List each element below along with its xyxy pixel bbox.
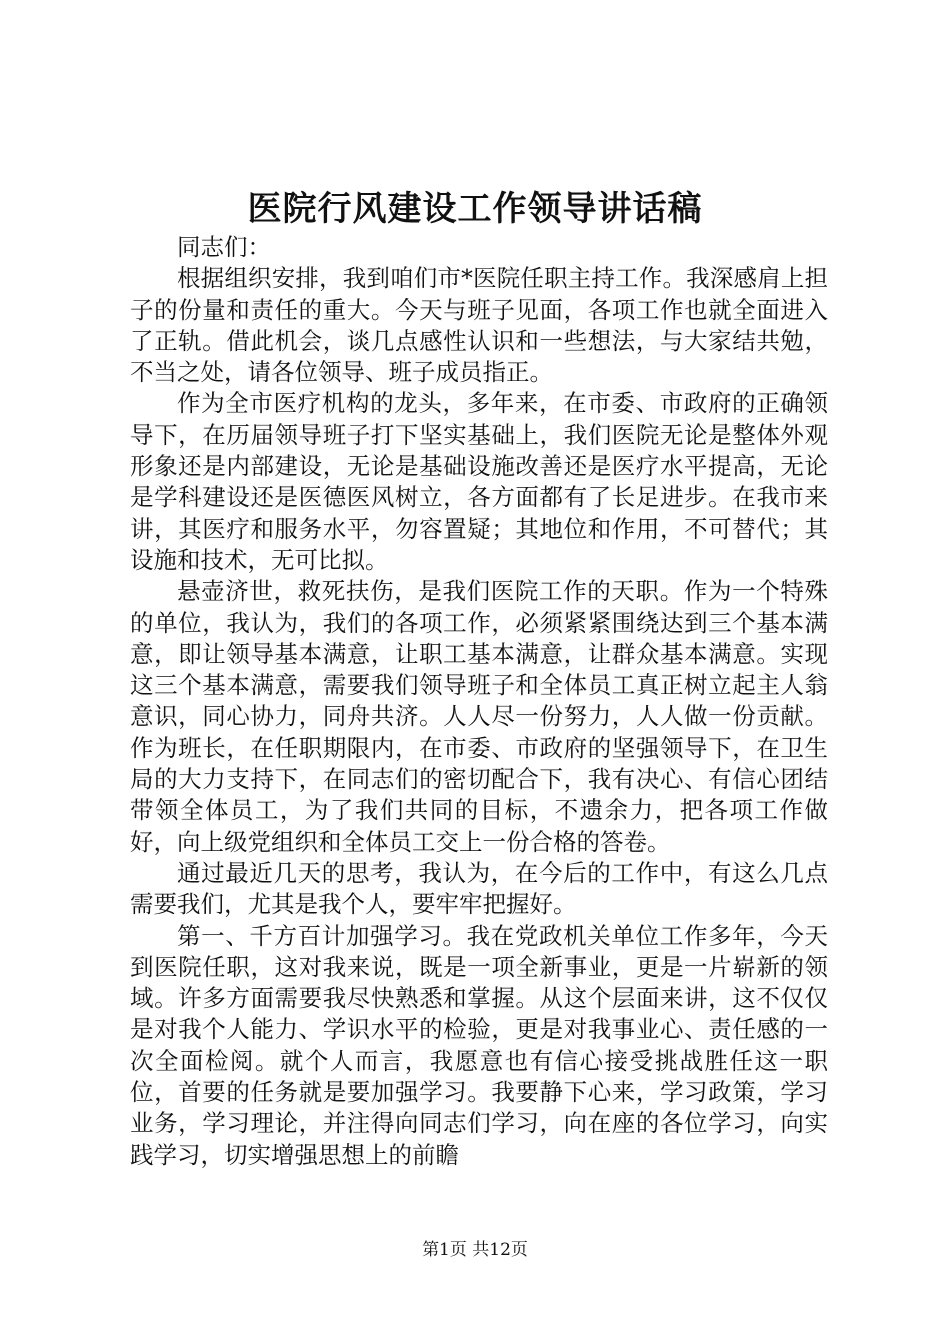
page-footer: 第1页 共12页 [422,1240,528,1260]
document-title: 医院行风建设工作领导讲话稿 [247,189,703,229]
paragraph-1: 根据组织安排，我到咱们市*医院任职主持工作。我深感肩上担子的份量和责任的重大。今天与班子见面，各项工作也就全面进入了正轨。借此机会，谈几点感性认识和一些想法，与大家结共勉，不当之处，请各位领导、班子成员指正。 [130,264,828,387]
paragraph-4: 通过最近几天的思考，我认为，在今后的工作中，有这么几点需要我们，尤其是我个人，要牢牢把握好。 [130,858,828,919]
paragraph-2: 作为全市医疗机构的龙头，多年来，在市委、市政府的正确领导下，在历届领导班子打下坚实基础上，我们医院无论是整体外观形象还是内部建设，无论是基础设施改善还是医疗水平提高，无论是学科建设还是医德医风树立，各方面都有了长足进步。在我市来讲，其医疗和服务水平，勿容置疑；其地位和作用，不可替代；其设施和技术，无可比拟。 [130,389,828,574]
document-body [130,232,828,1171]
paragraph-5: 第一、千方百计加强学习。我在党政机关单位工作多年，今天到医院任职，这对我来说，既是一项全新事业，更是一片崭新的领域。许多方面需要我尽快熟悉和掌握。从这个层面来讲，这不仅仅是对我个人能力、学识水平的检验，更是对我事业心、责任感的一次全面检阅。就个人而言，我愿意也有信心接受挑战胜任这一职位，首要的任务就是要加强学习。我要静下心来，学习政策，学习业务，学习理论，并注得向同志们学习，向在座的各位学习，向实践学习，切实增强思想上的前瞻 [130,921,828,1169]
paragraph-3: 悬壶济世，救死扶伤，是我们医院工作的天职。作为一个特殊的单位，我认为，我们的各项工作，必须紧紧围绕达到三个基本满意，即让领导基本满意，让职工基本满意，让群众基本满意。实现这三个基本满意，需要我们领导班子和全体员工真正树立起主人翁意识，同心协力，同舟共济。人人尽一份努力，人人做一份贡献。作为班长，在任职期限内，在市委、市政府的坚强领导下，在卫生局的大力支持下，在同志们的密切配合下，我有决心、有信心团结带领全体员工，为了我们共同的目标，不遗余力，把各项工作做好，向上级党组织和全体员工交上一份合格的答卷。 [130,577,828,856]
salutation: 同志们： [177,233,271,261]
